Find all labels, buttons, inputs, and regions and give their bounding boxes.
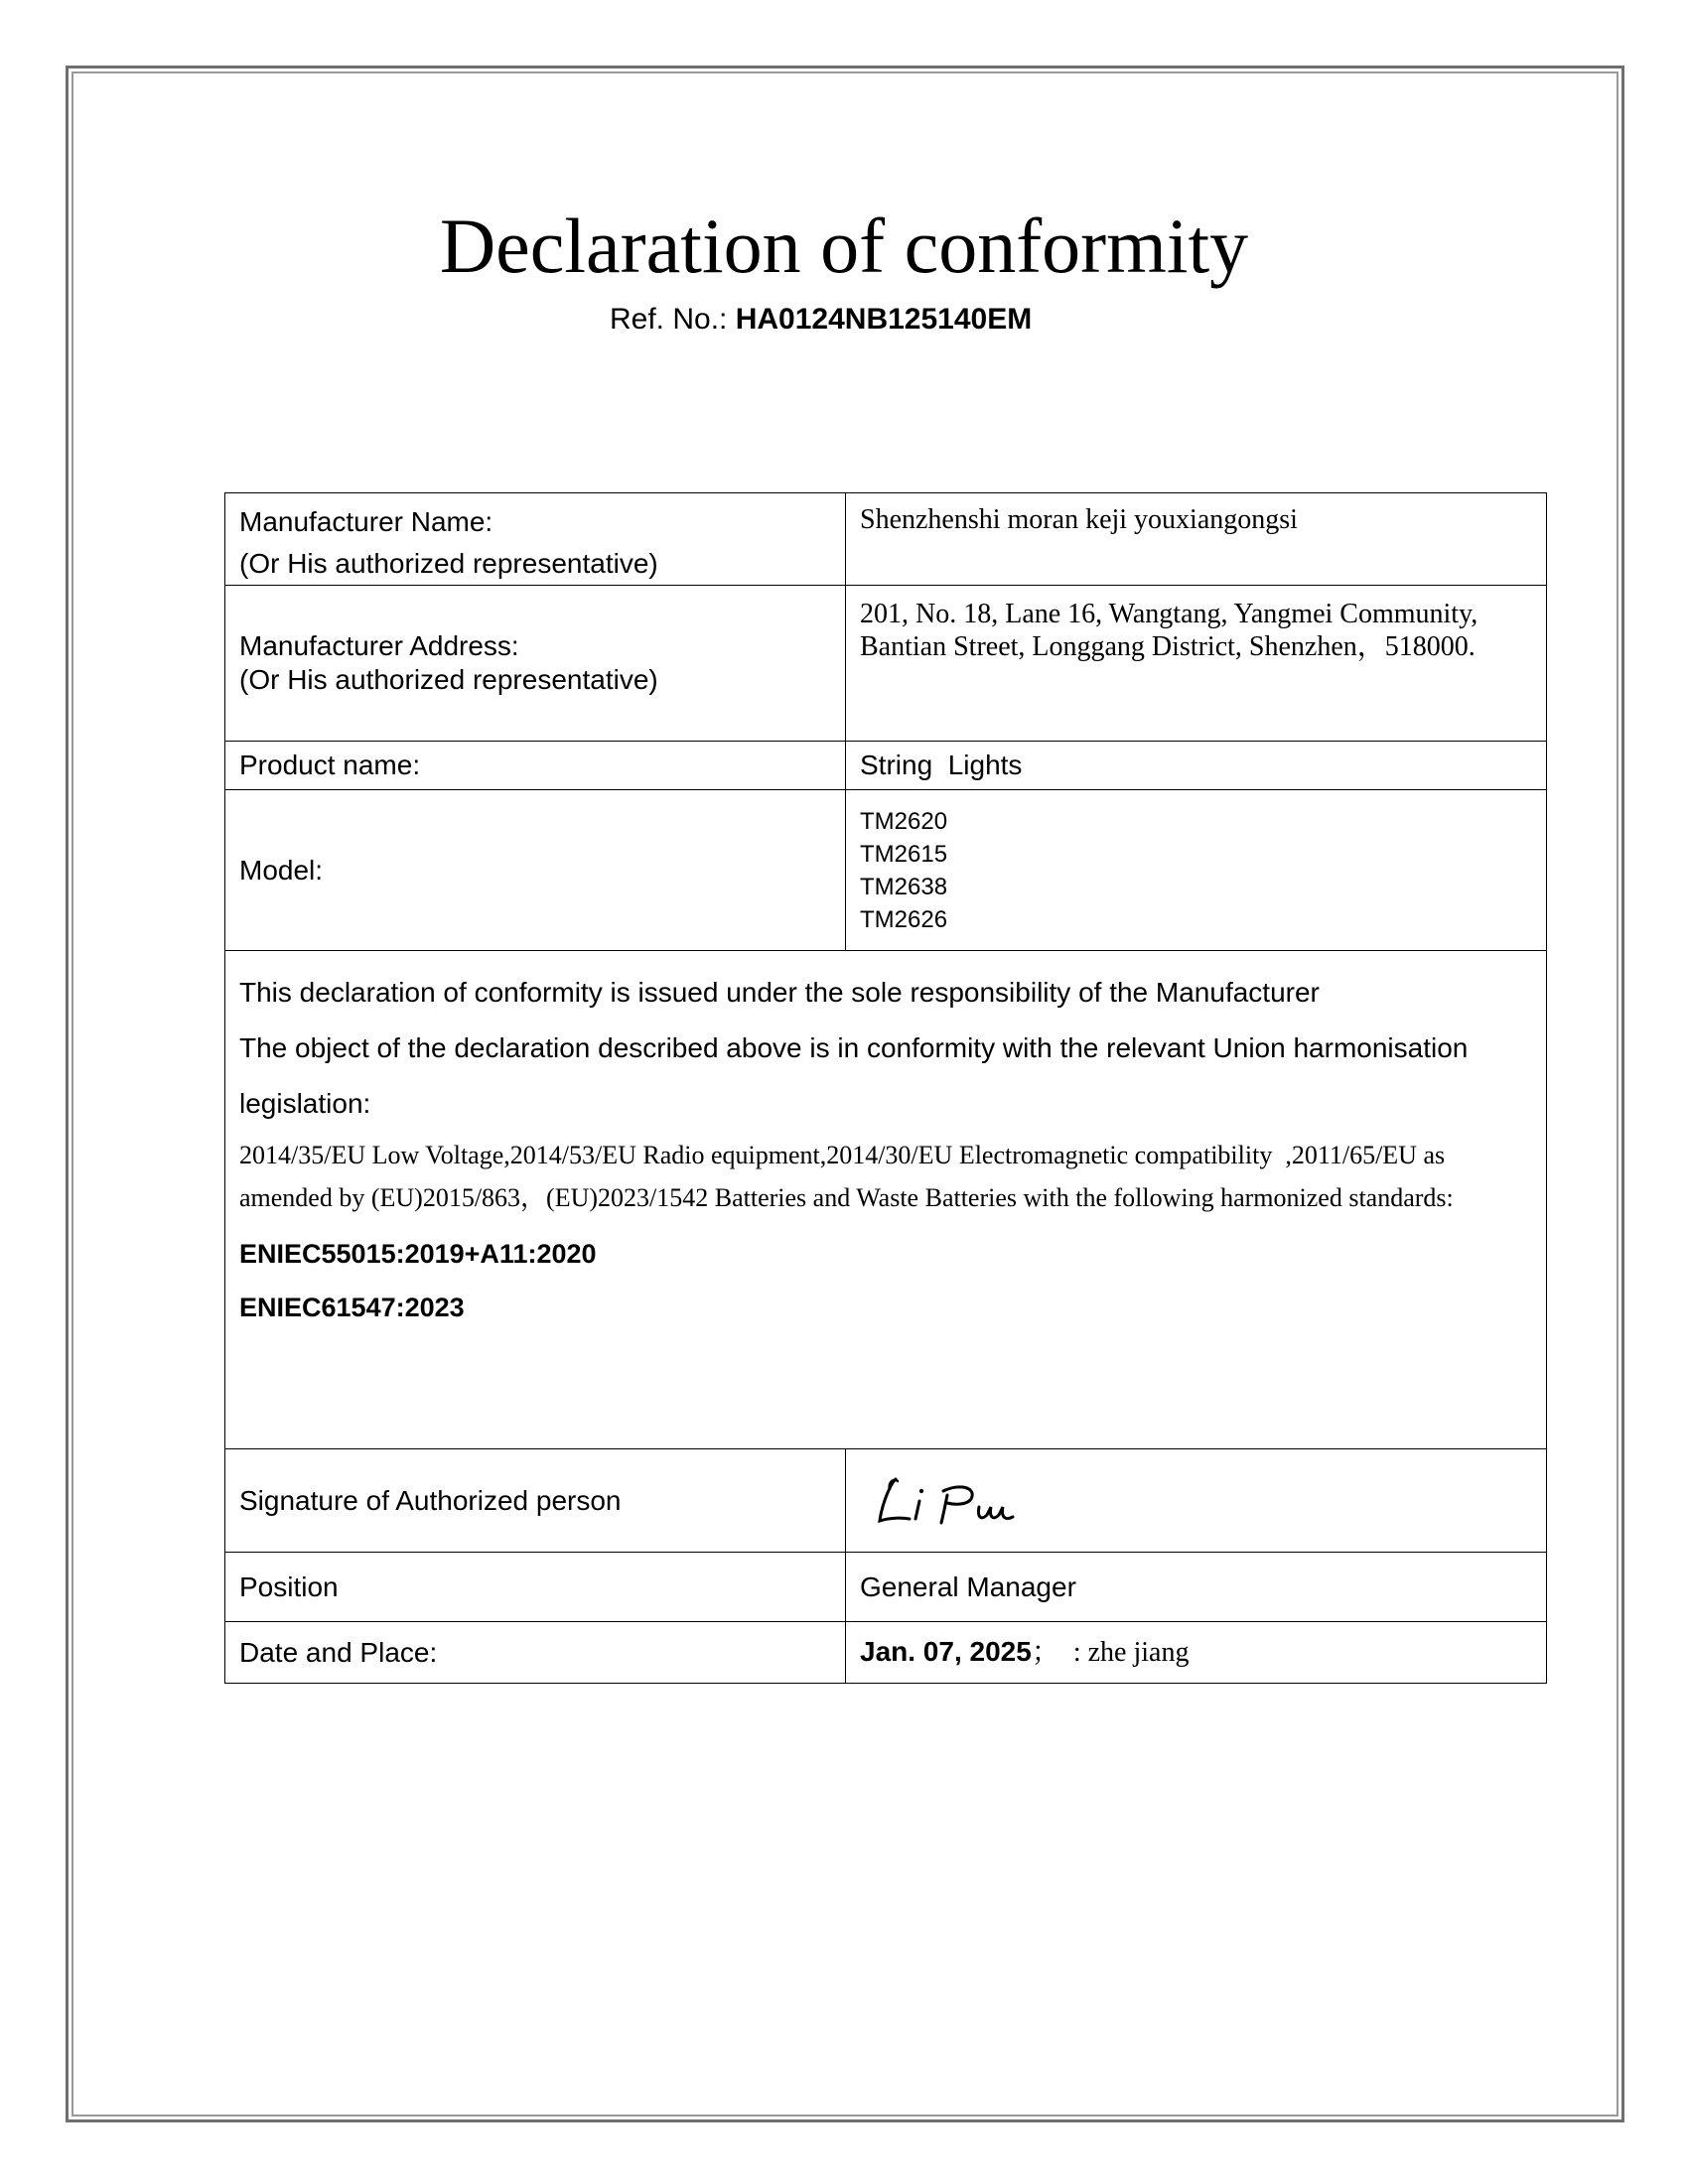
date-place-value: [846, 1622, 1547, 1684]
manufacturer-name-label: [239, 493, 831, 585]
model-item: TM2638: [860, 873, 948, 900]
signature-row: [225, 1449, 1547, 1553]
model-item: TM2620: [860, 807, 948, 835]
manufacturer-name-label-text: Manufacturer Name:: [239, 506, 493, 537]
declaration-statement: This declaration of conformity is issued under the sole responsibility of the Manufacturer: [239, 977, 1320, 1008]
position-value: General Manager: [846, 1553, 1547, 1622]
conformity-statement: The object of the declaration described above is in conformity with the relevant Union harmonisation legislation:: [239, 1032, 1469, 1119]
legislation-text: 2014/35/EU Low Voltage,2014/53/EU Radio equipment,2014/30/EU Electromagnetic compatibility ,2011/65/EU as amended by (EU)2015/863，(EU)2023/1542 Batteries and Waste Batteries with the following harmonized standards:: [239, 1141, 1454, 1212]
signature-label: Signature of Authorized person: [225, 1449, 846, 1553]
manufacturer-name-value: Shenzhenshi moran keji youxiangongsi: [860, 504, 1298, 535]
manufacturer-address-row: [225, 586, 1547, 742]
date-place-label: Date and Place:: [225, 1622, 846, 1684]
model-label: Model:: [225, 790, 846, 951]
signature-cell: [846, 1449, 1547, 1553]
document-title: Declaration of conformity: [439, 203, 1249, 289]
date-value: Jan. 07, 2025: [860, 1636, 1032, 1667]
reference-label: Ref. No.:: [610, 303, 736, 336]
harmonized-standard: ENIEC61547:2023: [239, 1293, 465, 1322]
handwritten-signature: [860, 1459, 1532, 1543]
reference-value: HA0124NB125140EM: [735, 303, 1033, 336]
manufacturer-name-sub-label: (Or His authorized representative): [239, 548, 658, 579]
declaration-cell: [225, 951, 1547, 1449]
model-item: TM2626: [860, 905, 948, 933]
harmonized-standard: ENIEC55015:2019+A11:2020: [239, 1239, 597, 1269]
model-list: [846, 790, 1547, 951]
manufacturer-name-label-cell: [225, 493, 846, 586]
manufacturer-address-sub-label: (Or His authorized representative): [239, 664, 658, 695]
model-item: TM2615: [860, 840, 948, 868]
reference-number: [610, 300, 1032, 340]
signature-image: [868, 1465, 1056, 1535]
declaration-row: [225, 951, 1547, 1449]
place-value: : zhe jiang: [1058, 1637, 1190, 1668]
manufacturer-address-value: [860, 586, 1532, 663]
date-separator: ；: [1031, 1637, 1059, 1668]
manufacturer-address-label-cell: [225, 586, 846, 742]
manufacturer-name-row: [225, 493, 1547, 586]
address-line-1: 201, No. 18, Lane 16, Wangtang, Yangmei Community,: [860, 599, 1478, 629]
date-place-row: [225, 1622, 1547, 1684]
address-line-2: Bantian Street, Longgang District, Shenzhen，518000.: [860, 631, 1476, 662]
manufacturer-address-value-cell: [846, 586, 1547, 742]
position-row: [225, 1553, 1547, 1622]
manufacturer-name-value-cell: [846, 493, 1547, 586]
manufacturer-address-label: Manufacturer Address:: [239, 630, 519, 661]
model-row: [225, 790, 1547, 951]
position-label: Position: [225, 1553, 846, 1622]
product-name-value: String Lights: [846, 742, 1547, 790]
product-name-row: [225, 742, 1547, 790]
product-name-label: Product name:: [225, 742, 846, 790]
declaration-table: [224, 492, 1547, 1684]
